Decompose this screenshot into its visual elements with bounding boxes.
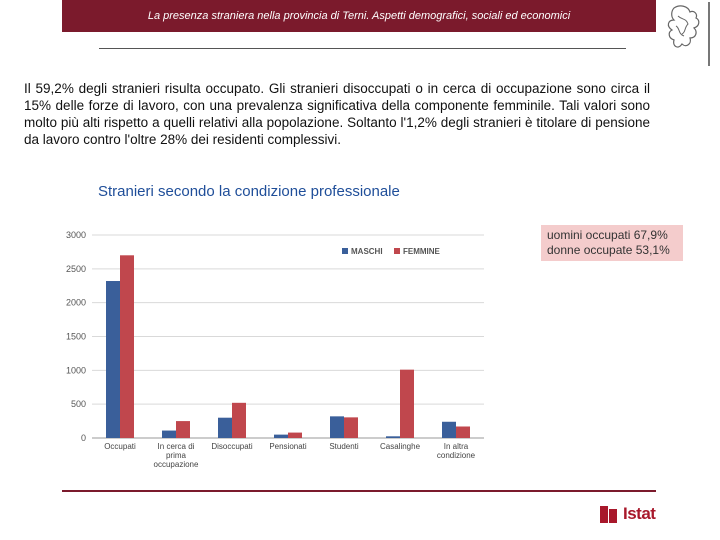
- footer-divider: [62, 490, 656, 492]
- bar-maschi: [330, 416, 344, 438]
- x-tick-label: Studenti: [329, 442, 359, 451]
- bar-maschi: [386, 436, 400, 438]
- y-tick-label: 0: [80, 433, 86, 443]
- y-tick-label: 1000: [65, 365, 86, 376]
- header-title: La presenza straniera nella provincia di Terni. Aspetti demografici, sociali ed economici: [147, 10, 571, 22]
- x-tick-label: In altra condizione: [436, 442, 476, 460]
- y-tick-label: 500: [70, 399, 86, 410]
- header-divider: [99, 48, 626, 49]
- province-emblem-icon: [664, 2, 718, 66]
- x-tick-label: Pensionati: [269, 442, 307, 451]
- bar-femmine: [288, 433, 302, 438]
- bar-maschi: [162, 431, 176, 438]
- x-tick-label: Disoccupati: [211, 442, 253, 451]
- istat-logo-text: Istat: [623, 504, 656, 523]
- bar-maschi: [218, 418, 232, 438]
- legend-swatch: [394, 248, 400, 254]
- note-men-employed: uomini occupati 67,9%: [547, 228, 668, 242]
- bar-femmine: [120, 255, 134, 438]
- chart-title: Stranieri secondo la condizione professionale: [98, 183, 400, 200]
- x-tick-label: In cerca di prima occupazione: [153, 442, 199, 469]
- note-women-employed: donne occupate 53,1%: [547, 243, 670, 257]
- bar-femmine: [400, 370, 414, 438]
- bar-femmine: [176, 421, 190, 438]
- bar-maschi: [106, 281, 120, 438]
- y-tick-label: 3000: [65, 230, 86, 240]
- employment-rate-note: [541, 225, 683, 261]
- bar-femmine: [232, 403, 246, 438]
- legend-swatch: [342, 248, 348, 254]
- x-tick-label: Occupati: [104, 442, 136, 451]
- intro-paragraph: Il 59,2% degli stranieri risulta occupato. Gli stranieri disoccupati o in cerca di occupazione sono circa il 15% delle forze di lavoro, con una prevalenza significativa della componente femminile. Tali valori sono molto più alti rispetto a quelli relativi alla popolazione. Soltanto l'1,2% degli stranieri è titolare di pensione da lavoro contro l'oltre 28% dei residenti complessivi.: [24, 81, 650, 147]
- legend-label: MASCHI: [351, 247, 383, 256]
- bar-maschi: [442, 422, 456, 438]
- bar-femmine: [456, 426, 470, 438]
- bar-maschi: [274, 435, 288, 438]
- y-tick-label: 2500: [65, 263, 86, 274]
- bar-femmine: [344, 417, 358, 438]
- y-tick-label: 1500: [65, 331, 86, 342]
- y-tick-label: 2000: [65, 297, 86, 308]
- x-tick-label: Casalinghe: [379, 442, 421, 451]
- condition-bar-chart: [60, 222, 500, 480]
- legend-label: FEMMINE: [403, 247, 440, 256]
